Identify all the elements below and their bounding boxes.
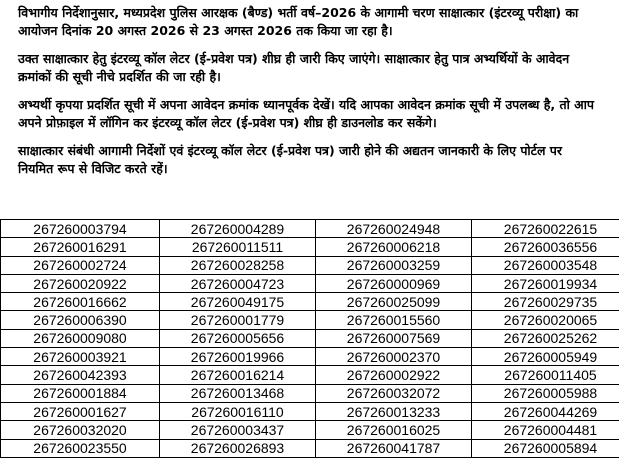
table-row — [1, 329, 619, 347]
application-number-cell: 267260003259 — [316, 256, 472, 274]
notice-paragraph-interview-schedule: विभागीय निर्देशानुसार, मध्यप्रदेश पुलिस आरक्षक (बैण्ड) भर्ती वर्ष–2026 के आगामी चरण साक्षात्कार (इंटरव्यू परीक्षा) का आयोजन दिनांक 20 अगस्त 2026 से 23 अगस्त 2026 तक किया जा रहा है। — [18, 5, 579, 38]
application-number-cell: 267260026893 — [160, 439, 316, 457]
application-number-table-container — [0, 219, 619, 458]
application-number-cell: 267260005656 — [160, 329, 316, 347]
application-number-cell: 267260032072 — [316, 384, 472, 402]
notice-paragraph-call-letter: उक्त साक्षात्कार हेतु इंटरव्यू कॉल लेटर (ई-प्रवेश पत्र) शीघ्र ही जारी किए जाएंगे। साक्षात्कार हेतु पात्र अभ्यर्थियों के आवेदन क्रमांकों की सूची नीचे प्रदर्शित की जा रही है। — [18, 51, 570, 84]
application-number-cell: 267260002370 — [316, 348, 472, 366]
application-number-cell: 267260016291 — [1, 238, 160, 256]
application-number-cell: 267260004723 — [160, 274, 316, 292]
table-row — [1, 402, 619, 420]
application-number-cell: 267260041787 — [316, 439, 472, 457]
application-number-cell: 267260025262 — [472, 329, 619, 347]
application-number-cell: 267260006390 — [1, 311, 160, 329]
notice-paragraph-visit-portal: साक्षात्कार संबंधी आगामी निर्देशों एवं इंटरव्यू कॉल लेटर (ई-प्रवेश पत्र) जारी होने की अद्यतन जानकारी के लिए पोर्टल पर नियमित रूप से विजिट करते रहें। — [18, 143, 563, 176]
application-number-cell: 267260024948 — [316, 220, 472, 238]
application-number-cell: 267260005894 — [472, 439, 619, 457]
application-number-cell: 267260007569 — [316, 329, 472, 347]
table-row — [1, 366, 619, 384]
application-number-cell: 267260023550 — [1, 439, 160, 457]
application-number-cell: 267260036556 — [472, 238, 619, 256]
notice-text — [0, 0, 619, 178]
application-number-cell: 267260005949 — [472, 348, 619, 366]
application-number-cell: 267260000969 — [316, 274, 472, 292]
application-number-cell: 267260032020 — [1, 421, 160, 439]
application-number-cell: 267260003548 — [472, 256, 619, 274]
table-row — [1, 421, 619, 439]
notice-paragraph-check-list: अभ्यर्थी कृपया प्रदर्शित सूची में अपना आवेदन क्रमांक ध्यानपूर्वक देखें। यदि आपका आवेदन क्रमांक सूची में उपलब्ध है, तो आप अपने प्रोफ़ाइल में लॉगिन कर इंटरव्यू कॉल लेटर (ई-प्रवेश पत्र) शीघ्र ही डाउनलोड कर सकेंगे। — [18, 97, 595, 130]
application-number-cell: 267260020922 — [1, 274, 160, 292]
application-number-table-body — [1, 220, 619, 458]
application-number-cell: 267260011511 — [160, 238, 316, 256]
application-number-cell: 267260025099 — [316, 293, 472, 311]
application-number-cell: 267260013468 — [160, 384, 316, 402]
application-number-cell: 267260016662 — [1, 293, 160, 311]
application-number-cell: 267260028258 — [160, 256, 316, 274]
application-number-cell: 267260042393 — [1, 366, 160, 384]
table-row — [1, 384, 619, 402]
table-row — [1, 274, 619, 292]
application-number-cell: 267260016214 — [160, 366, 316, 384]
table-row — [1, 256, 619, 274]
application-number-cell: 267260022615 — [472, 220, 619, 238]
application-number-cell: 267260044269 — [472, 402, 619, 420]
application-number-cell: 267260020065 — [472, 311, 619, 329]
application-number-cell: 267260029735 — [472, 293, 619, 311]
application-number-cell: 267260001627 — [1, 402, 160, 420]
table-row — [1, 311, 619, 329]
table-row — [1, 293, 619, 311]
table-row — [1, 220, 619, 238]
application-number-cell: 267260004289 — [160, 220, 316, 238]
table-row — [1, 348, 619, 366]
table-row — [1, 238, 619, 256]
application-number-cell: 267260004481 — [472, 421, 619, 439]
application-number-cell: 267260001884 — [1, 384, 160, 402]
application-number-cell: 267260019934 — [472, 274, 619, 292]
application-number-cell: 267260016025 — [316, 421, 472, 439]
application-number-cell: 267260005988 — [472, 384, 619, 402]
application-number-cell: 267260002922 — [316, 366, 472, 384]
application-number-cell: 267260009080 — [1, 329, 160, 347]
application-number-cell: 267260011405 — [472, 366, 619, 384]
table-row — [1, 439, 619, 457]
application-number-cell: 267260013233 — [316, 402, 472, 420]
application-number-cell: 267260006218 — [316, 238, 472, 256]
application-number-cell: 267260003921 — [1, 348, 160, 366]
application-number-cell: 267260001779 — [160, 311, 316, 329]
application-number-cell: 267260016110 — [160, 402, 316, 420]
application-number-cell: 267260002724 — [1, 256, 160, 274]
application-number-cell: 267260003437 — [160, 421, 316, 439]
application-number-cell: 267260015560 — [316, 311, 472, 329]
application-number-table — [0, 219, 619, 458]
application-number-cell: 267260003794 — [1, 220, 160, 238]
application-number-cell: 267260049175 — [160, 293, 316, 311]
application-number-cell: 267260019966 — [160, 348, 316, 366]
